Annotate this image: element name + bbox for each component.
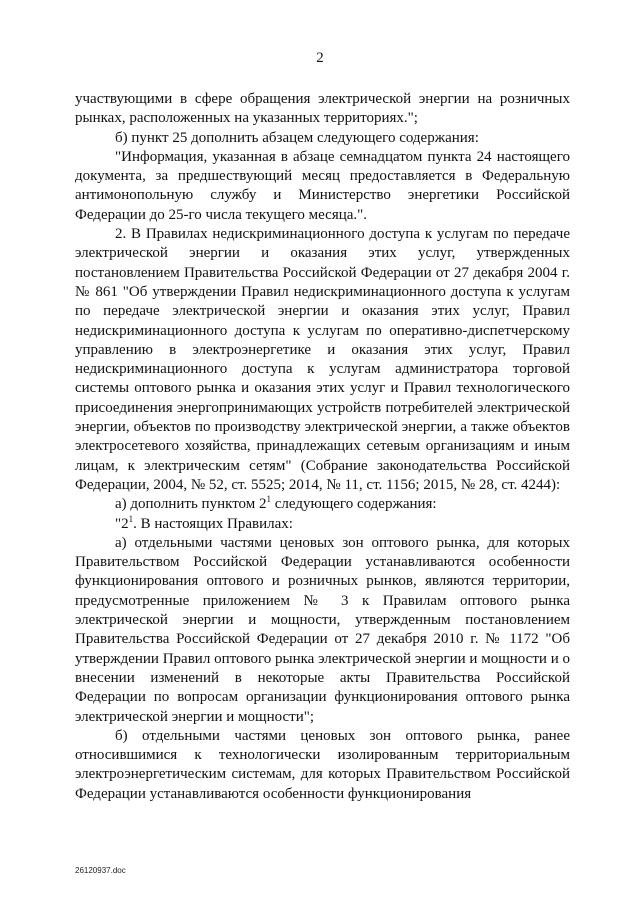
paragraph: 2. В Правилах недискриминационного доступа к услугам по передаче электрической энергии и оказания этих услуг, утвержденных постановлением Правительства Российской Федерации от 27 декабря 2004 г. № 861 "Об утверждении Правил недискриминационного доступа к услугам по передаче электрической энергии и оказания этих услуг, Правил недискриминационного доступа к услугам по оперативно-диспетчерскому управлению в электроэнергетике и оказания этих услуг, Правил недискриминационного доступа к услугам администратора торговой системы оптового рынка и оказания этих услуг и Правил технологического присоединения энергопринимающих устройств потребителей электрической энергии, объектов по производству электрической энергии, а также объектов электросетевого хозяйства, принадлежащих сетевым организациям и иным лицам, к электрическим сетям" (Собрание законодательства Российской Федерации, 2004, № 52, ст. 5525; 2014, № 11, ст. 1156; 2015, № 28, ст. 4244): (75, 226, 570, 493)
paragraph (75, 495, 570, 514)
document-filename: 26120937.doc (75, 866, 126, 875)
paragraph: "Информация, указанная в абзаце семнадцатом пункта 24 настоящего документа, за предшествующий месяц предоставляется в Федеральную антимонопольную службу и Министерство энергетики Российской Федерации до 25-го числа текущего месяца.". (75, 148, 570, 223)
paragraph: участвующими в сфере обращения электрической энергии на розничных рынках, расположенных на указанных территориях."; (75, 91, 570, 127)
superscript: 1 (266, 494, 272, 505)
paragraph (75, 515, 570, 534)
superscript: 1 (128, 513, 134, 524)
document-body (75, 90, 570, 804)
paragraph: а) отдельными частями ценовых зон оптового рынка, для которых Правительством Российской Федерации устанавливаются особенности функционирования оптового и розничных рынков, являются территории, предусмотренные приложением № 3 к Правилам оптового рынка электрической энергии и мощности, утвержденным постановлением Правительства Российской Федерации от 27 декабря 2010 г. № 1172 "Об утверждении Правил оптового рынка электрической энергии и мощности и о внесении изменений в некоторые акты Правительства Российской Федерации по вопросам организации функционирования оптового рынка электрической энергии и мощности"; (75, 534, 570, 725)
paragraph-text: . В настоящих Правилах: (133, 515, 293, 532)
paragraph-text: следующего содержания: (271, 496, 437, 513)
paragraph: б) отдельными частями ценовых зон оптового рынка, ранее относившимися к технологически изолированным территориальным электроэнергетическим системам, для которых Правительством Российской Федерации устанавливаются особенности функционирования (75, 727, 570, 802)
paragraph: б) пункт 25 дополнить абзацем следующего содержания: (115, 129, 479, 146)
paragraph-text: а) дополнить пунктом 2 (115, 496, 267, 513)
page-number: 2 (316, 50, 324, 66)
paragraph-text: "2 (115, 515, 129, 532)
